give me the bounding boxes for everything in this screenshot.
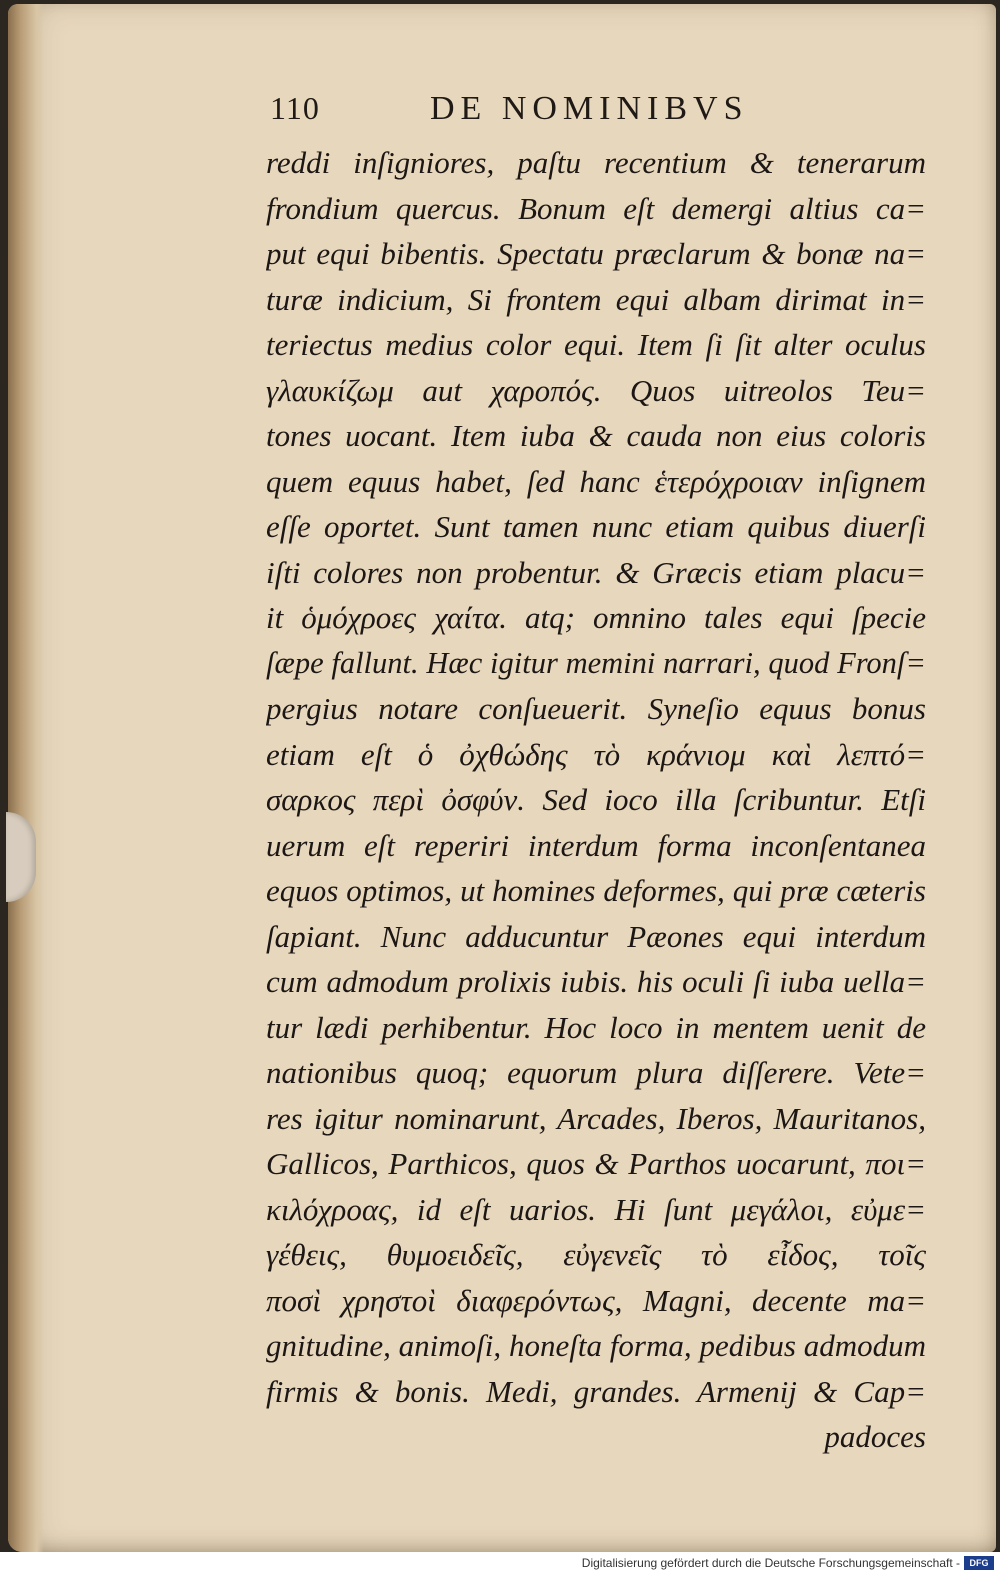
text-line: teriectus medius color equi. Item ſi ſit alter oculus (266, 327, 926, 362)
text-line: iſti colores non probentur. & Græcis etiam placu= (266, 554, 926, 590)
text-line: nationibus quoq; equorum plura diſſerere. Vete= (266, 1055, 926, 1090)
text-line: frondium quercus. Bonum eſt demergi altius ca= (266, 190, 926, 226)
text-line: res igitur nominarunt, Arcades, Iberos, Mauritanos, (266, 1100, 926, 1136)
text-line: σαρκος περὶ ὀσφύν. Sed ioco illa ſcribuntur. Etſi (266, 782, 926, 817)
funding-note: Digitalisierung gefördert durch die Deutsche Forschungsgemeinschaft - (581, 1556, 960, 1570)
running-title: DE NOMINIBVS (430, 90, 749, 127)
text-line: Gallicos, Parthicos, quos & Parthos uocarunt, ποι= (266, 1146, 926, 1181)
text-line: ποσὶ χρηστοὶ διαφερόντως, Magni, decente ma= (266, 1282, 926, 1318)
text-line: ſæpe fallunt. Hæc igitur memini narrari, quod Fronſ= (266, 645, 926, 680)
text-line: eſſe oportet. Sunt tamen nunc etiam quibus diuerſi (266, 509, 926, 544)
text-line: uerum eſt reperiri interdum forma inconſentanea (266, 827, 926, 863)
page-number: 110 (270, 90, 320, 126)
text-line: put equi bibentis. Spectatu præclarum & bonæ na= (266, 236, 926, 271)
text-line: reddi inſigniores, paſtu recentium & tenerarum (266, 145, 926, 180)
text-line: cum admodum prolixis iubis. his oculi ſi iuba uella= (266, 964, 926, 999)
text-line: etiam eſt ὁ ὀχθώδης τὸ κράνιομ καὶ λεπτό= (266, 736, 926, 772)
text-line: turæ indicium, Si frontem equi albam dirimat in= (266, 281, 926, 317)
catchword: padoces (824, 1419, 926, 1454)
text-line: quem equus habet, ſed hanc ἑτερόχροιαν inſignem (266, 463, 926, 499)
body-text (266, 140, 926, 1460)
text-line: pergius notare conſueuerit. Syneſio equus bonus (266, 691, 926, 726)
text-line: it ὁμόχροες χαίτα. atq; omnino tales equi ſpecie (266, 600, 926, 635)
book-spine-shadow (8, 4, 44, 1552)
text-line: tur lædi perhibentur. Hoc loco in mentem uenit de (266, 1009, 926, 1045)
page-header (270, 90, 930, 134)
text-line: ſapiant. Nunc adducuntur Pæones equi interdum (266, 918, 926, 954)
text-line: gnitudine, animoſi, honeſta forma, pedibus admodum (266, 1328, 926, 1363)
text-line: equos optimos, ut homines deformes, qui præ cæteris (266, 873, 926, 908)
dfg-logo-icon: DFG (964, 1556, 994, 1570)
text-line: γέθεις, θυμοειδεῖς, εὐγενεῖς τὸ εἶδος, τοῖς (266, 1237, 926, 1272)
text-line: κιλόχροας, id eſt uarios. Hi ſunt μεγάλοι, εὐμε= (266, 1191, 926, 1227)
text-line: tones uocant. Item iuba & cauda non eius coloris (266, 418, 926, 453)
text-line: firmis & bonis. Medi, grandes. Armenij & Cap= (266, 1373, 926, 1409)
footer-bar (0, 1552, 1000, 1575)
text-line: γλαυκίζωμ aut χαροπός. Quos uitreolos Teu= (266, 372, 926, 408)
